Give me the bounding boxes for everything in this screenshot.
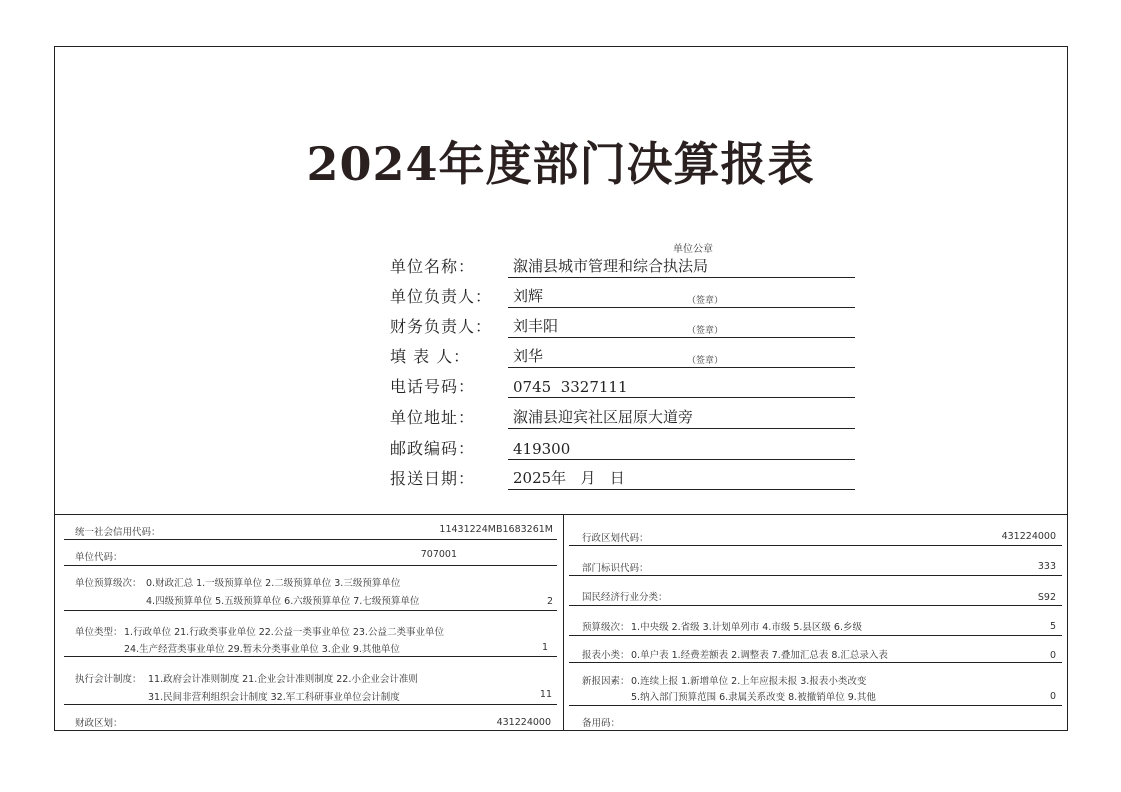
seal-label: 单位公章	[673, 244, 713, 255]
left-rule	[64, 704, 557, 705]
table-top-rule	[54, 514, 1068, 515]
finance-head-value: 刘丰阳	[513, 317, 559, 335]
accounting-options-1: 11.政府会计准则制度 21.企业会计准则制度 22.小企业会计准则	[148, 674, 418, 685]
report-date-label: 报送日期：	[390, 469, 476, 488]
budget-grade-options: 1.中央级 2.省级 3.计划单列市 4.市级 5.县区级 6.乡级	[631, 622, 862, 633]
unit-name-value: 溆浦县城市管理和综合执法局	[513, 257, 709, 275]
unit-code-label: 单位代码：	[75, 552, 123, 563]
new-factor-value: 0	[1049, 691, 1056, 702]
left-rule	[64, 539, 557, 540]
address-underline	[508, 428, 855, 429]
unit-head-underline	[508, 307, 855, 308]
finance-region-value: 431224000	[496, 717, 551, 728]
right-rule	[569, 705, 1062, 706]
right-rule	[569, 635, 1062, 636]
admin-code-value: 431224000	[1001, 531, 1056, 542]
filler-underline	[508, 367, 855, 368]
finance-region-label: 财政区划：	[75, 718, 123, 729]
budget-grade-value: 5	[1049, 621, 1056, 632]
accounting-value: 11	[539, 689, 552, 700]
phone-underline	[508, 397, 855, 398]
finance-head-label: 财务负责人：	[390, 317, 493, 336]
right-rule	[569, 545, 1062, 546]
report-subtype-value: 0	[1049, 650, 1056, 661]
filler-label: 填 表 人：	[390, 347, 471, 366]
unit-head-value: 刘辉	[513, 287, 544, 305]
unit-type-value: 1	[541, 642, 548, 653]
field-unit-head	[390, 280, 855, 310]
address-value: 溆浦县迎宾社区屈原大道旁	[513, 408, 694, 426]
filler-value: 刘华	[513, 347, 544, 365]
left-rule	[64, 656, 557, 657]
new-factor-label: 新报因素：	[582, 676, 630, 687]
accounting-options-2: 31.民间非营利组织会计制度 32.军工科研事业单位会计制度	[148, 692, 400, 703]
accounting-label: 执行会计制度：	[75, 674, 142, 685]
filler-sign: （签章）	[687, 356, 724, 366]
report-subtype-options: 0.单户表 1.经费差额表 2.调整表 7.叠加汇总表 8.汇总录入表	[631, 650, 888, 661]
credit-code-label: 统一社会信用代码：	[75, 527, 161, 538]
unit-type-options-2: 24.生产经营类事业单位 29.暂未分类事业单位 3.企业 9.其他单位	[124, 644, 400, 655]
remark-label: 备用码：	[582, 718, 621, 729]
budget-level-label: 单位预算级次：	[75, 578, 142, 589]
industry-value: S92	[1037, 592, 1056, 603]
unit-code-value: 707001	[420, 549, 457, 560]
field-postcode	[390, 432, 855, 462]
unit-name-underline	[508, 277, 855, 278]
report-date-underline	[508, 489, 855, 490]
finance-head-underline	[508, 337, 855, 338]
right-rule	[569, 605, 1062, 606]
unit-type-label: 单位类型：	[75, 627, 123, 638]
budget-level-options-1: 0.财政汇总 1.一级预算单位 2.二级预算单位 3.三级预算单位	[146, 578, 401, 589]
address-label: 单位地址：	[390, 408, 476, 427]
unit-type-options-1: 1.行政单位 21.行政类事业单位 22.公益一类事业单位 23.公益二类事业单位	[124, 627, 444, 638]
report-subtype-label: 报表小类：	[582, 650, 630, 661]
finance-head-sign: （签章）	[687, 326, 724, 336]
page-title: 2024年度部门决算报表	[306, 137, 815, 191]
phone-label: 电话号码：	[390, 377, 476, 396]
right-rule	[569, 662, 1062, 663]
dept-code-label: 部门标识代码：	[582, 563, 649, 574]
budget-grade-label: 预算级次：	[582, 622, 630, 633]
industry-label: 国民经济行业分类：	[582, 592, 668, 603]
postcode-label: 邮政编码：	[390, 439, 476, 458]
new-factor-options-2: 5.纳入部门预算范围 6.隶属关系改变 8.被撤销单位 9.其他	[631, 692, 876, 703]
table-center-rule	[563, 514, 564, 731]
postcode-underline	[508, 459, 855, 460]
field-phone	[390, 370, 855, 400]
left-rule	[64, 565, 557, 566]
unit-head-sign: （签章）	[687, 296, 724, 306]
field-finance-head	[390, 310, 855, 340]
postcode-value: 419300	[513, 440, 571, 458]
new-factor-options-1: 0.连续上报 1.新增单位 2.上年应报未报 3.报表小类改变	[631, 676, 867, 687]
field-address	[390, 401, 855, 431]
unit-name-label: 单位名称：	[390, 257, 476, 276]
credit-code-value: 11431224MB1683261M	[439, 524, 553, 535]
budget-level-value: 2	[546, 596, 553, 607]
left-rule	[64, 610, 557, 611]
field-filler	[390, 340, 855, 370]
admin-code-label: 行政区划代码：	[582, 533, 649, 544]
field-report-date	[390, 462, 855, 492]
right-rule	[569, 575, 1062, 576]
report-date-value: 2025年 月 日	[513, 469, 625, 487]
field-unit-name	[390, 250, 855, 280]
unit-head-label: 单位负责人：	[390, 287, 493, 306]
phone-value: 0745 3327111	[513, 378, 628, 396]
budget-level-options-2: 4.四级预算单位 5.五级预算单位 6.六级预算单位 7.七级预算单位	[146, 596, 420, 607]
dept-code-value: 333	[1037, 561, 1056, 572]
